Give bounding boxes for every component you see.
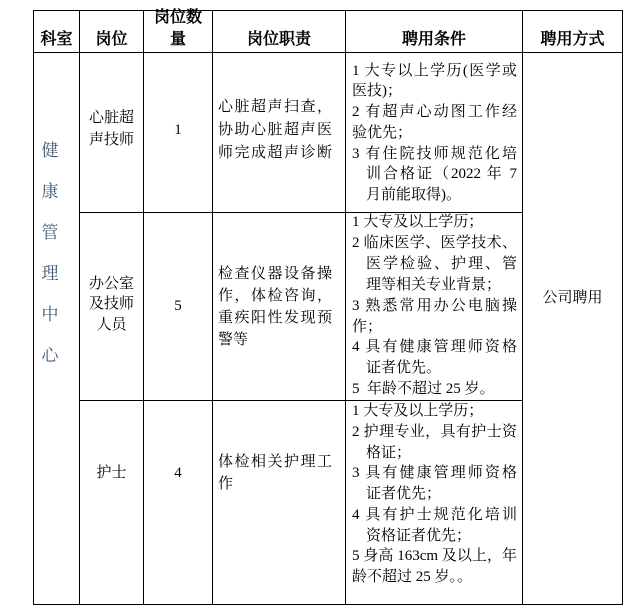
position-name: [80, 107, 143, 151]
requirement-line: 证者优先；: [366, 486, 442, 502]
duty-line: 协助心脏超声医: [218, 121, 332, 138]
duty-line: 作: [218, 476, 234, 492]
duty-line: 心脏超声扫查，: [218, 98, 332, 115]
requirement-line: 1 大专及以上学历；: [352, 214, 484, 230]
duties-text: [218, 96, 332, 165]
requirements-cell-row-2: [345, 212, 523, 401]
duties-cell-row-2: [212, 212, 346, 401]
position-line: 护士: [96, 465, 127, 481]
requirements-list: [352, 61, 517, 206]
requirement-line: 4 具有护士规范化培训: [352, 506, 517, 523]
header-department: 科室: [40, 31, 73, 48]
header-cell-headcount: [143, 10, 213, 53]
position-name: [80, 274, 143, 336]
requirement-line: 理等相关专业背景；: [366, 276, 502, 293]
position-line: 及技师: [88, 296, 134, 312]
department-cell: [33, 52, 80, 605]
requirements-list: [352, 401, 517, 588]
duty-line: 检查仪器设备操: [218, 266, 332, 282]
position-cell-row-2: [79, 212, 144, 401]
header-requirements: 聘用条件: [401, 31, 466, 48]
header-cell-requirements: [345, 10, 523, 53]
department-name: 健康管理中心: [41, 140, 59, 365]
header-position: 岗位: [95, 31, 128, 48]
hiring-method-cell: [522, 52, 623, 605]
requirement-line: 2 临床医学、医学技术、: [352, 234, 517, 251]
requirement-line: 训合格证（2022 年 7: [366, 166, 517, 183]
duty-line: 警等: [218, 332, 249, 348]
requirement-line: 证者优先。: [366, 360, 442, 377]
requirement-line: 医技)；: [352, 83, 402, 100]
requirement-line: 作；: [352, 318, 383, 335]
headcount-value: 1: [174, 122, 182, 138]
requirement-line: 月前能取得)。: [366, 186, 461, 203]
duties-cell-row-3: [212, 400, 346, 605]
headcount-value: 4: [174, 465, 182, 481]
position-line: 办公室: [88, 275, 134, 292]
requirement-line: 资格证者优先；: [366, 527, 472, 544]
duties-text: [218, 263, 332, 351]
headcount-cell-row-2: [143, 212, 213, 401]
duty-line: 作，体检咨询，: [218, 288, 332, 304]
requirement-line: 2 护理专业，具有护士资: [352, 423, 517, 440]
requirement-line: 验优先；: [352, 124, 413, 141]
header-cell-position: [79, 10, 144, 53]
headcount-cell-row-3: [143, 400, 213, 605]
hiring-method-value: 公司聘用: [542, 290, 603, 306]
duties-text: [218, 451, 332, 495]
header-duties: 岗位职责: [246, 31, 311, 48]
requirement-line: 3 熟悉常用办公电脑操: [352, 297, 517, 314]
duty-line: 体检相关护理工: [218, 454, 332, 470]
duty-line: 师完成超声诊断: [218, 144, 332, 161]
headcount-cell-row-1: [143, 52, 213, 213]
requirement-line: 3 有住院技师规范化培: [352, 145, 517, 162]
requirement-line: 5 年龄不超过 25 岁。: [352, 381, 495, 398]
requirement-line: 1 大专及以上学历；: [352, 403, 484, 419]
duty-line: 重疾阳性发现预: [218, 310, 332, 326]
header-cell-hiring-method: [522, 10, 623, 53]
position-name: [80, 462, 143, 484]
requirement-line: 4 具有健康管理师资格: [352, 339, 517, 356]
position-line: 声技师: [88, 132, 134, 148]
position-cell-row-3: [79, 400, 144, 605]
position-line: 人员: [96, 316, 127, 333]
requirement-line: 医学检验、护理、管: [366, 255, 517, 272]
requirements-cell-row-3: [345, 400, 523, 605]
position-line: 心脏超: [88, 110, 134, 126]
header-hiring-method: 聘用方式: [540, 31, 605, 48]
requirement-line: 2 有超声心动图工作经: [352, 104, 517, 121]
requirement-line: 5 身高 163cm 及以上，年: [352, 548, 517, 565]
requirement-line: 3 具有健康管理师资格: [352, 465, 517, 482]
header-cell-department: [33, 10, 80, 53]
headcount-value: 5: [174, 298, 182, 314]
position-cell-row-1: [79, 52, 144, 213]
requirements-cell-row-1: [345, 52, 523, 213]
duties-cell-row-1: [212, 52, 346, 213]
header-cell-duties: [212, 10, 346, 53]
header-headcount-line: 岗位数: [153, 9, 202, 26]
requirement-line: 1 大专以上学历(医学或: [352, 62, 517, 79]
header-headcount: [144, 7, 212, 51]
requirement-line: 龄不超过 25 岁。。: [352, 569, 473, 585]
requirements-list: [352, 212, 517, 400]
requirement-line: 格证；: [366, 444, 412, 461]
header-headcount-line: 量: [169, 31, 186, 48]
